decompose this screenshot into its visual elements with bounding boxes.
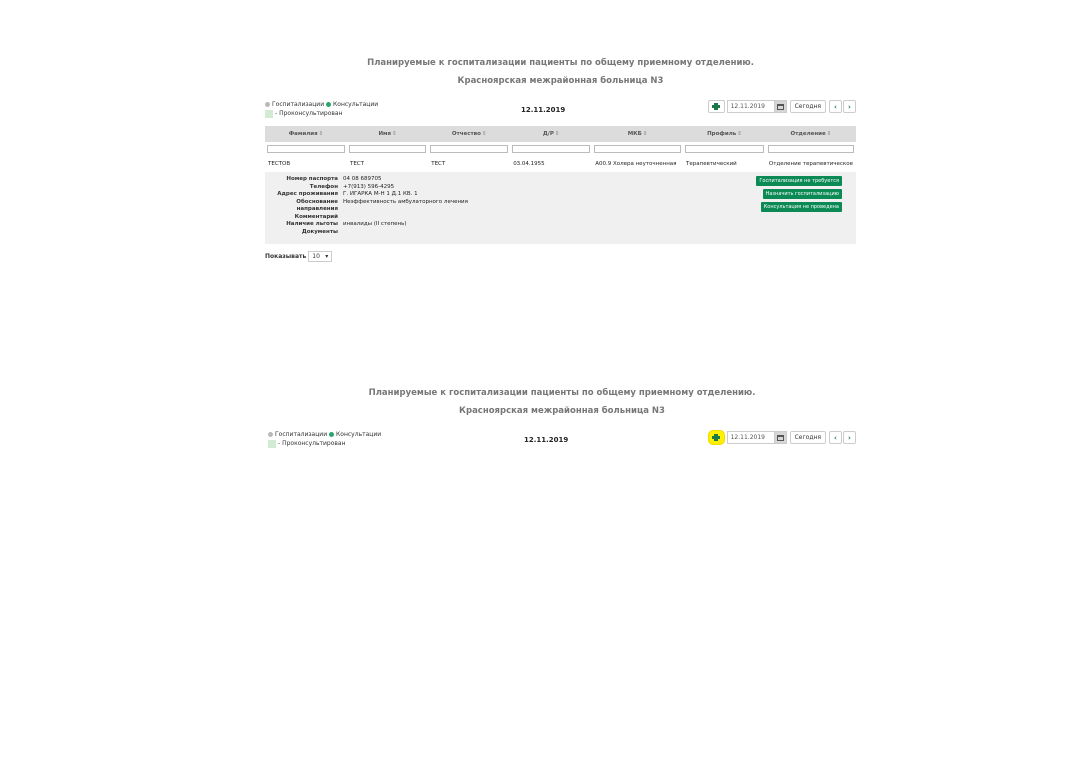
current-date: 12.11.2019 xyxy=(521,106,566,114)
detail-row xyxy=(265,172,856,244)
consultation-dot-icon xyxy=(329,432,334,437)
phone-label: Телефон xyxy=(309,183,338,190)
legend-consulted: - Проконсультирован xyxy=(278,440,346,447)
cell-profile: Терапевтический xyxy=(686,161,737,167)
legend xyxy=(265,100,378,118)
column-header-middle-name[interactable]: Отчество⇕ xyxy=(428,126,510,142)
column-header-first-name[interactable]: Имя⇕ xyxy=(347,126,428,142)
calendar-button[interactable] xyxy=(775,100,787,113)
panel-full xyxy=(265,58,856,262)
date-input[interactable]: 12.11.2019 xyxy=(727,431,775,444)
controls-row xyxy=(268,430,856,456)
consulted-swatch xyxy=(268,440,276,448)
legend-consultation: Консультации xyxy=(333,101,379,108)
legend xyxy=(268,430,381,448)
hospital-title: Красноярская межрайонная больница N3 xyxy=(457,76,664,86)
sort-icon[interactable]: ⇕ xyxy=(826,131,832,137)
hospitalization-dot-icon xyxy=(265,102,270,107)
today-button[interactable]: Сегодня xyxy=(790,431,826,444)
chevron-down-icon: ▾ xyxy=(325,253,329,260)
assign-hospitalization-button[interactable]: Назначить госпитализацию xyxy=(763,189,842,199)
date-input[interactable]: 12.11.2019 xyxy=(727,100,775,113)
page-title: Планируемые к госпитализации пациенты по общему приемному отделению. xyxy=(367,58,754,68)
current-date: 12.11.2019 xyxy=(524,436,569,444)
page-size-control xyxy=(265,251,856,262)
filter-profile-input[interactable] xyxy=(685,145,764,153)
filter-middle-name-input[interactable] xyxy=(430,145,508,153)
filter-row xyxy=(265,142,856,156)
page-size-select[interactable]: 10 ▾ xyxy=(308,251,332,262)
address-label: Адрес проживания xyxy=(277,191,338,197)
benefit-label: Наличие льготы xyxy=(286,221,338,227)
sort-icon[interactable]: ⇕ xyxy=(481,131,487,137)
patients-table xyxy=(265,126,856,244)
reason-label: Обоснование направления xyxy=(296,198,338,212)
documents-value xyxy=(343,229,680,237)
cell-icd: A00.9 Холера неуточненная xyxy=(595,161,677,167)
calendar-button[interactable] xyxy=(775,431,787,444)
documents-label: Документы xyxy=(301,228,338,235)
date-toolbar xyxy=(708,430,856,445)
cell-department: Отделение терапевтическое xyxy=(768,161,853,167)
sort-icon[interactable]: ⇕ xyxy=(392,131,397,137)
print-icon xyxy=(712,103,720,110)
consultation-dot-icon xyxy=(326,102,331,107)
prev-day-button[interactable]: ‹ xyxy=(829,100,842,113)
address-value: Г. ИГАРКА М-Н 1 Д.1 КВ. 1 xyxy=(343,191,418,197)
filter-first-name-input[interactable] xyxy=(349,145,426,153)
cell-first-name: ТЕСТ xyxy=(349,161,364,167)
hospital-title: Красноярская межрайонная больница N3 xyxy=(459,406,665,416)
filter-birth-date-input[interactable] xyxy=(512,145,590,153)
column-header-icd[interactable]: МКБ⇕ xyxy=(592,126,683,142)
no-hospitalization-button[interactable]: Госпитализация не требуется xyxy=(756,176,842,186)
cell-last-name: ТЕСТОВ xyxy=(268,161,291,167)
benefit-value: инвалиды (II степень) xyxy=(343,221,407,227)
passport-value: 04 08 689705 xyxy=(343,176,382,182)
legend-hospitalization: Госпитализации xyxy=(272,101,325,108)
page-title: Планируемые к госпитализации пациенты по общему приемному отделению. xyxy=(368,388,756,398)
calendar-icon xyxy=(777,103,784,110)
column-header-department[interactable]: Отделение⇕ xyxy=(766,126,856,142)
filter-icd-input[interactable] xyxy=(594,145,681,153)
reason-value: Неэффективность амбулаторного лечения xyxy=(343,198,468,205)
comment-label: Комментарий xyxy=(294,213,338,220)
sort-icon[interactable]: ⇕ xyxy=(642,131,648,137)
prev-day-button[interactable]: ‹ xyxy=(829,431,842,444)
consulted-swatch xyxy=(265,110,273,118)
legend-consultation: Консультации xyxy=(336,431,382,438)
column-header-last-name[interactable]: Фамилия⇕ xyxy=(265,126,347,142)
sort-icon[interactable]: ⇕ xyxy=(318,131,324,137)
patient-details xyxy=(268,176,680,236)
phone-value: +7(913) 596-4295 xyxy=(343,183,395,190)
legend-hospitalization: Госпитализации xyxy=(275,431,328,438)
column-header-profile[interactable]: Профиль⇕ xyxy=(683,126,766,142)
legend-consulted: - Проконсультирован xyxy=(275,110,343,117)
next-day-button[interactable]: › xyxy=(843,100,856,113)
table-row[interactable] xyxy=(265,156,856,172)
consult-not-done-button[interactable]: Консультация не проведена xyxy=(761,202,842,212)
next-day-button[interactable]: › xyxy=(843,431,856,444)
filter-department-input[interactable] xyxy=(768,145,854,153)
sort-icon[interactable]: ⇕ xyxy=(554,131,560,137)
passport-label: Номер паспорта xyxy=(286,176,338,182)
cell-middle-name: ТЕСТ xyxy=(431,161,446,167)
sort-icon[interactable]: ⇕ xyxy=(737,131,742,137)
hospitalization-dot-icon xyxy=(268,432,273,437)
comment-value xyxy=(343,214,680,222)
controls-row xyxy=(265,100,856,126)
print-button[interactable] xyxy=(708,430,725,445)
column-header-birth-date[interactable]: Д/Р⇕ xyxy=(510,126,592,142)
cell-birth-date: 03.04.1955 xyxy=(513,161,545,167)
filter-last-name-input[interactable] xyxy=(267,145,345,153)
print-button[interactable] xyxy=(708,100,725,113)
panel-print-preview xyxy=(268,388,856,456)
show-label: Показывать xyxy=(265,253,307,260)
date-toolbar xyxy=(708,100,856,113)
print-icon xyxy=(712,434,720,441)
calendar-icon xyxy=(777,434,784,441)
today-button[interactable]: Сегодня xyxy=(790,100,826,113)
row-actions xyxy=(686,176,853,212)
